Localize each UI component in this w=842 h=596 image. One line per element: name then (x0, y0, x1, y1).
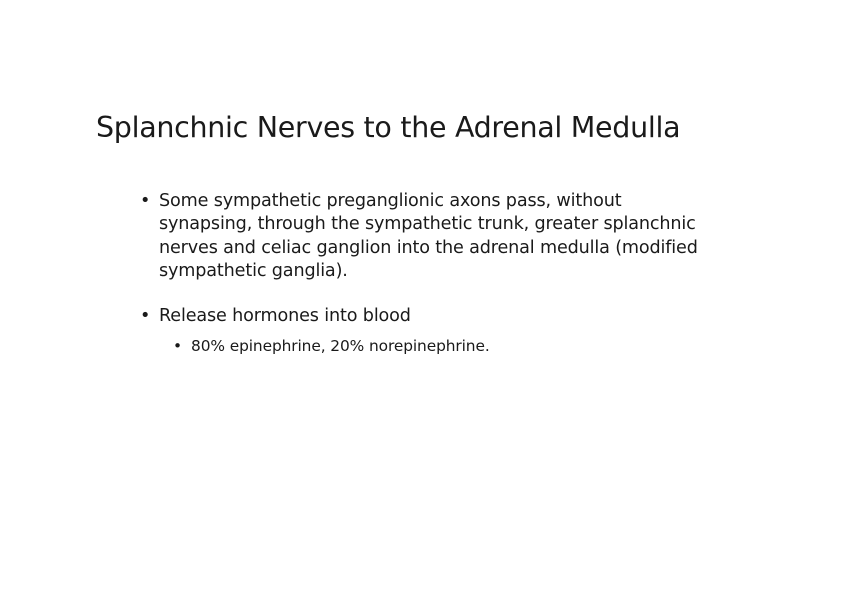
sub-bullet-text: 80% epinephrine, 20% norepinephrine. (191, 337, 490, 355)
sub-bullet-marker: • (173, 337, 182, 355)
slide-title: Splanchnic Nerves to the Adrenal Medulla (96, 111, 681, 144)
sub-bullet-item (173, 336, 693, 356)
bullet-text: Some sympathetic preganglionic axons pass, without synapsing, through the sympathetic trunk, greater splanchnic nerves and celiac ganglion into the adrenal medulla (modified sympathetic ganglia). (159, 191, 698, 281)
bullet-marker: • (140, 306, 151, 326)
bullet-marker: • (140, 191, 151, 211)
bullet-text: Release hormones into blood (159, 306, 411, 326)
bullet-item (140, 190, 700, 283)
bullet-item (140, 305, 700, 328)
